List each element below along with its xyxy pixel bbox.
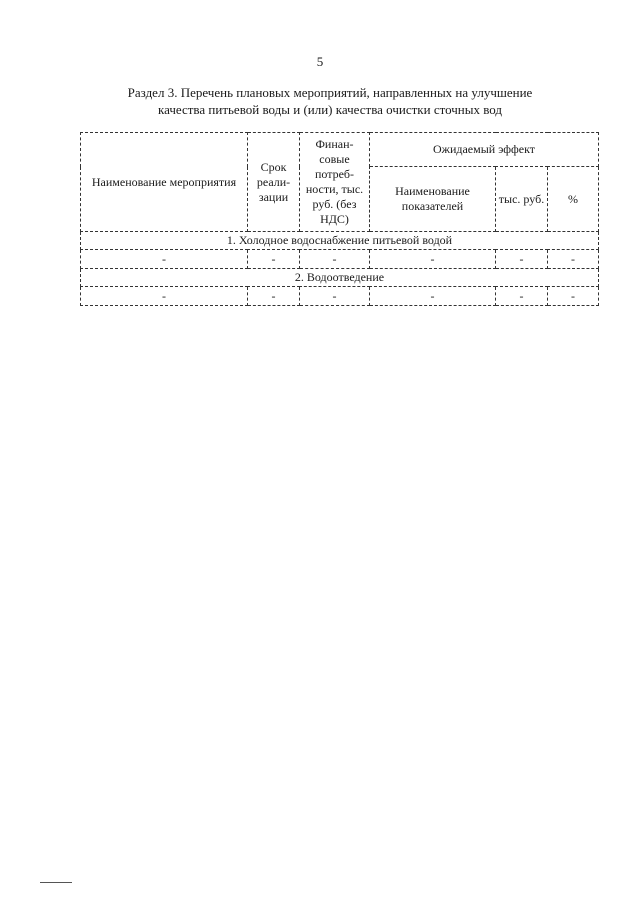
table-section-row xyxy=(81,232,599,250)
planned-measures-table xyxy=(80,132,599,306)
table-section-row xyxy=(81,269,599,287)
section-title xyxy=(80,84,580,118)
section-heading-cold-water: 1. Холодное водоснабжение питьевой водой xyxy=(81,232,599,250)
table-cell: - xyxy=(548,250,599,269)
header-term: Срок реали- зации xyxy=(248,133,300,232)
header-finance: Финан- совые потреб- ности, тыс. руб. (без НДС) xyxy=(300,133,370,232)
table-row xyxy=(81,250,599,269)
section-heading-sewerage: 2. Водоотведение xyxy=(81,269,599,287)
header-expected-effect: Ожидаемый эффект xyxy=(370,133,599,167)
section-title-line-2: качества питьевой воды и (или) качества очистки сточных вод xyxy=(157,102,503,117)
table-cell: - xyxy=(300,287,370,306)
table-cell: - xyxy=(370,250,496,269)
table-cell: - xyxy=(81,287,248,306)
table-cell: - xyxy=(370,287,496,306)
table-cell: - xyxy=(496,250,548,269)
header-thousand-rub: тыс. руб. xyxy=(496,167,548,232)
table-row xyxy=(81,287,599,306)
header-indicator-name: Наименование показателей xyxy=(370,167,496,232)
table-cell: - xyxy=(248,250,300,269)
section-title-line-1: Раздел 3. Перечень плановых мероприятий, направленных на улучшение xyxy=(127,85,533,100)
table-cell: - xyxy=(81,250,248,269)
header-percent: % xyxy=(548,167,599,232)
table-cell: - xyxy=(496,287,548,306)
footer-divider xyxy=(40,882,72,883)
table-cell: - xyxy=(300,250,370,269)
table-cell: - xyxy=(248,287,300,306)
header-measure-name: Наименование мероприятия xyxy=(81,133,248,232)
table-cell: - xyxy=(548,287,599,306)
page-number: 5 xyxy=(316,54,324,69)
